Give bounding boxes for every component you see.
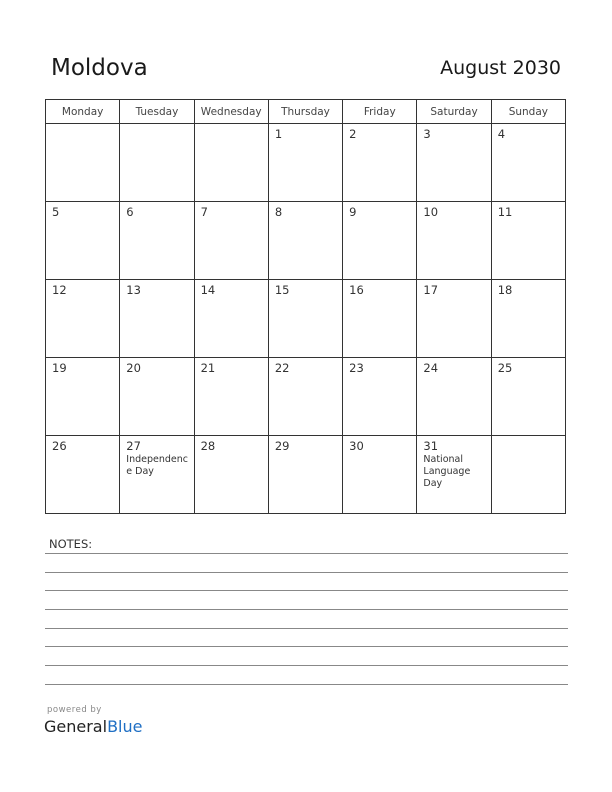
- day-number: 29: [274, 439, 290, 453]
- week-row: [46, 436, 566, 514]
- holiday-label: Independence Day: [126, 454, 188, 477]
- day-cell: [268, 124, 342, 202]
- day-number: 7: [200, 205, 208, 219]
- day-cell: [194, 124, 268, 202]
- day-cell: [46, 280, 120, 358]
- day-number: 25: [497, 361, 513, 375]
- day-cell: [268, 280, 342, 358]
- day-cell: [343, 280, 417, 358]
- month-title: August 2030: [440, 57, 561, 79]
- powered-by-text: powered by: [47, 705, 102, 715]
- day-number: 6: [126, 205, 134, 219]
- notes-line: [45, 609, 568, 610]
- week-row: [46, 280, 566, 358]
- notes-label: NOTES:: [49, 537, 93, 551]
- day-cell: [491, 280, 565, 358]
- day-number: 27: [126, 439, 141, 453]
- day-number: 9: [349, 205, 357, 219]
- day-cell: [194, 436, 268, 514]
- day-cell: [46, 436, 120, 514]
- day-number: 12: [52, 283, 67, 297]
- notes-line: [45, 684, 568, 685]
- day-number: 23: [349, 361, 364, 375]
- day-cell: [343, 202, 417, 280]
- day-number: 14: [200, 283, 216, 297]
- day-cell: [417, 202, 491, 280]
- day-cell: [343, 436, 417, 514]
- day-cell: [46, 202, 120, 280]
- day-cell: [491, 436, 565, 514]
- country-title: Moldova: [51, 55, 148, 81]
- day-cell: [491, 202, 565, 280]
- day-number: 2: [349, 127, 357, 141]
- day-cell: [194, 358, 268, 436]
- day-cell: [194, 280, 268, 358]
- weekday-header-row: [46, 100, 566, 124]
- day-number: 5: [52, 205, 60, 219]
- day-cell: [343, 358, 417, 436]
- day-cell: [491, 124, 565, 202]
- day-number: 22: [274, 361, 290, 375]
- day-cell: [120, 124, 194, 202]
- day-number: 24: [423, 361, 439, 375]
- day-cell: [491, 358, 565, 436]
- week-row: [46, 202, 566, 280]
- day-number: 10: [423, 205, 439, 219]
- day-number: 21: [200, 361, 216, 375]
- notes-line: [45, 590, 568, 591]
- day-cell: [417, 436, 491, 514]
- day-number: 20: [126, 361, 141, 375]
- day-cell: [417, 124, 491, 202]
- brand-name-blue: Blue: [107, 717, 143, 736]
- brand-name-general: General: [44, 717, 108, 736]
- weekday-header: Tuesday: [120, 100, 194, 124]
- day-number: 11: [497, 205, 513, 219]
- notes-line: [45, 628, 568, 629]
- day-number: 28: [200, 439, 216, 453]
- day-cell: [268, 358, 342, 436]
- day-cell: [268, 436, 342, 514]
- weekday-header: Wednesday: [194, 100, 268, 124]
- day-number: 31: [423, 439, 439, 453]
- day-number: 1: [274, 127, 283, 141]
- day-cell: [46, 124, 120, 202]
- weekday-header: Thursday: [268, 100, 342, 124]
- day-number: 15: [274, 283, 290, 297]
- day-number: 18: [497, 283, 513, 297]
- day-number: 17: [423, 283, 439, 297]
- day-number: 16: [349, 283, 364, 297]
- notes-line: [45, 553, 568, 554]
- weekday-header: Monday: [46, 100, 120, 124]
- weekday-header: Friday: [343, 100, 417, 124]
- day-number: 19: [52, 361, 67, 375]
- day-cell: [120, 436, 194, 514]
- day-number: 4: [497, 127, 506, 141]
- notes-line: [45, 665, 568, 666]
- day-number: 30: [349, 439, 364, 453]
- day-cell: [417, 280, 491, 358]
- day-cell: [120, 202, 194, 280]
- week-row: [46, 358, 566, 436]
- day-number: 13: [126, 283, 141, 297]
- day-number: 3: [423, 127, 431, 141]
- weekday-header: Sunday: [491, 100, 565, 124]
- brand-logo: [44, 717, 142, 736]
- calendar-grid: [45, 99, 566, 514]
- day-number: 26: [52, 439, 67, 453]
- day-cell: [417, 358, 491, 436]
- day-cell: [120, 358, 194, 436]
- weekday-header: Saturday: [417, 100, 491, 124]
- day-cell: [343, 124, 417, 202]
- week-row: [46, 124, 566, 202]
- day-number: 8: [274, 205, 283, 219]
- notes-line: [45, 572, 568, 573]
- day-cell: [194, 202, 268, 280]
- day-cell: [268, 202, 342, 280]
- holiday-label: National Language Day: [423, 454, 471, 489]
- day-cell: [46, 358, 120, 436]
- day-cell: [120, 280, 194, 358]
- notes-line: [45, 646, 568, 647]
